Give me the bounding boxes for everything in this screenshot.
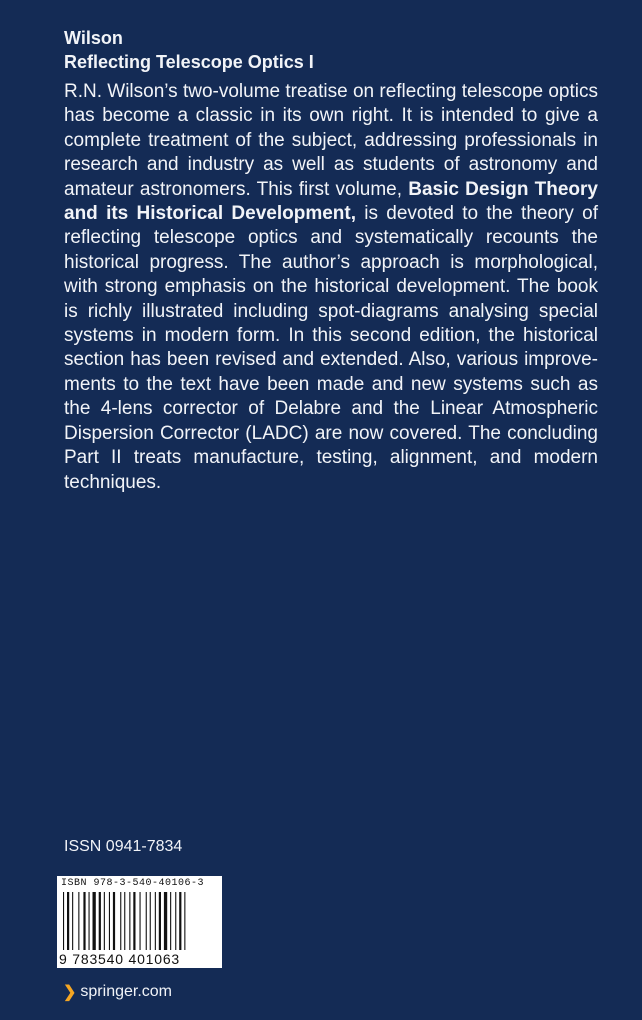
barcode-bar bbox=[129, 892, 130, 950]
barcode-bar bbox=[63, 892, 64, 950]
barcode-bar bbox=[146, 892, 147, 950]
barcode-bar bbox=[179, 892, 181, 950]
barcode-bar bbox=[124, 892, 125, 950]
description-part-1: R.N. Wilson’s two-volume treatise on reflecting telescope optics has become a classic in its own right. It is intended to give a complete treatment of the subject, addressing professionals in research and industry as well as students of astronomy and amateur astronomers. This first volume, bbox=[64, 81, 598, 200]
barcode-bar bbox=[150, 892, 151, 950]
barcode-bar bbox=[104, 892, 105, 950]
description-bold-subtitle: Basic Design Theory and its Historical Development, bbox=[64, 178, 598, 225]
barcode-bar bbox=[140, 892, 141, 950]
ean-digits: 9 783540 401063 bbox=[59, 951, 180, 967]
isbn-label: ISBN 978-3-540-40106-3 bbox=[61, 878, 205, 889]
back-cover-text bbox=[64, 26, 598, 514]
barcode-bar bbox=[175, 892, 176, 950]
barcode-bar bbox=[133, 892, 135, 950]
barcode-bar bbox=[170, 892, 171, 950]
publisher-url: springer.com bbox=[80, 983, 172, 1000]
barcode-bar bbox=[83, 892, 85, 950]
barcode-bar bbox=[159, 892, 161, 950]
barcode-bar bbox=[184, 892, 185, 950]
barcode-bar bbox=[164, 892, 167, 950]
barcode-bars bbox=[63, 892, 215, 950]
barcode-bar bbox=[113, 892, 115, 950]
issn: ISSN 0941-7834 bbox=[64, 838, 183, 855]
chevron-right-icon: ❯ bbox=[63, 984, 77, 1001]
barcode-bar bbox=[93, 892, 96, 950]
barcode bbox=[57, 876, 222, 968]
barcode-bar bbox=[120, 892, 121, 950]
barcode-bar bbox=[78, 892, 79, 950]
description bbox=[64, 80, 598, 495]
barcode-bar bbox=[67, 892, 69, 950]
barcode-bar bbox=[155, 892, 156, 950]
description-part-2: is devoted to the theory of reflecting telescope optics and systematically recounts the historical progress. The author’s approach is morphological, with strong emphasis on the historical development. The book is richly illustrated including spot-diagrams analysing special systems in modern form. In this second edition, the historical section has been revised and extended. Also, various improvements to the text have been made and new systems such as the 4-lens corrector of Delabre and the Linear Atmospheric Dispersion Corrector (LADC) are now covered. The concluding Part II treats manufacture, testing, alignment, and modern techniques. bbox=[64, 203, 598, 493]
publisher-link[interactable] bbox=[63, 982, 172, 1002]
barcode-bar bbox=[109, 892, 110, 950]
barcode-bar bbox=[89, 892, 90, 950]
barcode-bar bbox=[99, 892, 101, 950]
author-name: Wilson bbox=[64, 28, 123, 48]
book-title: Reflecting Telescope Optics I bbox=[64, 52, 314, 72]
barcode-bar bbox=[72, 892, 73, 950]
